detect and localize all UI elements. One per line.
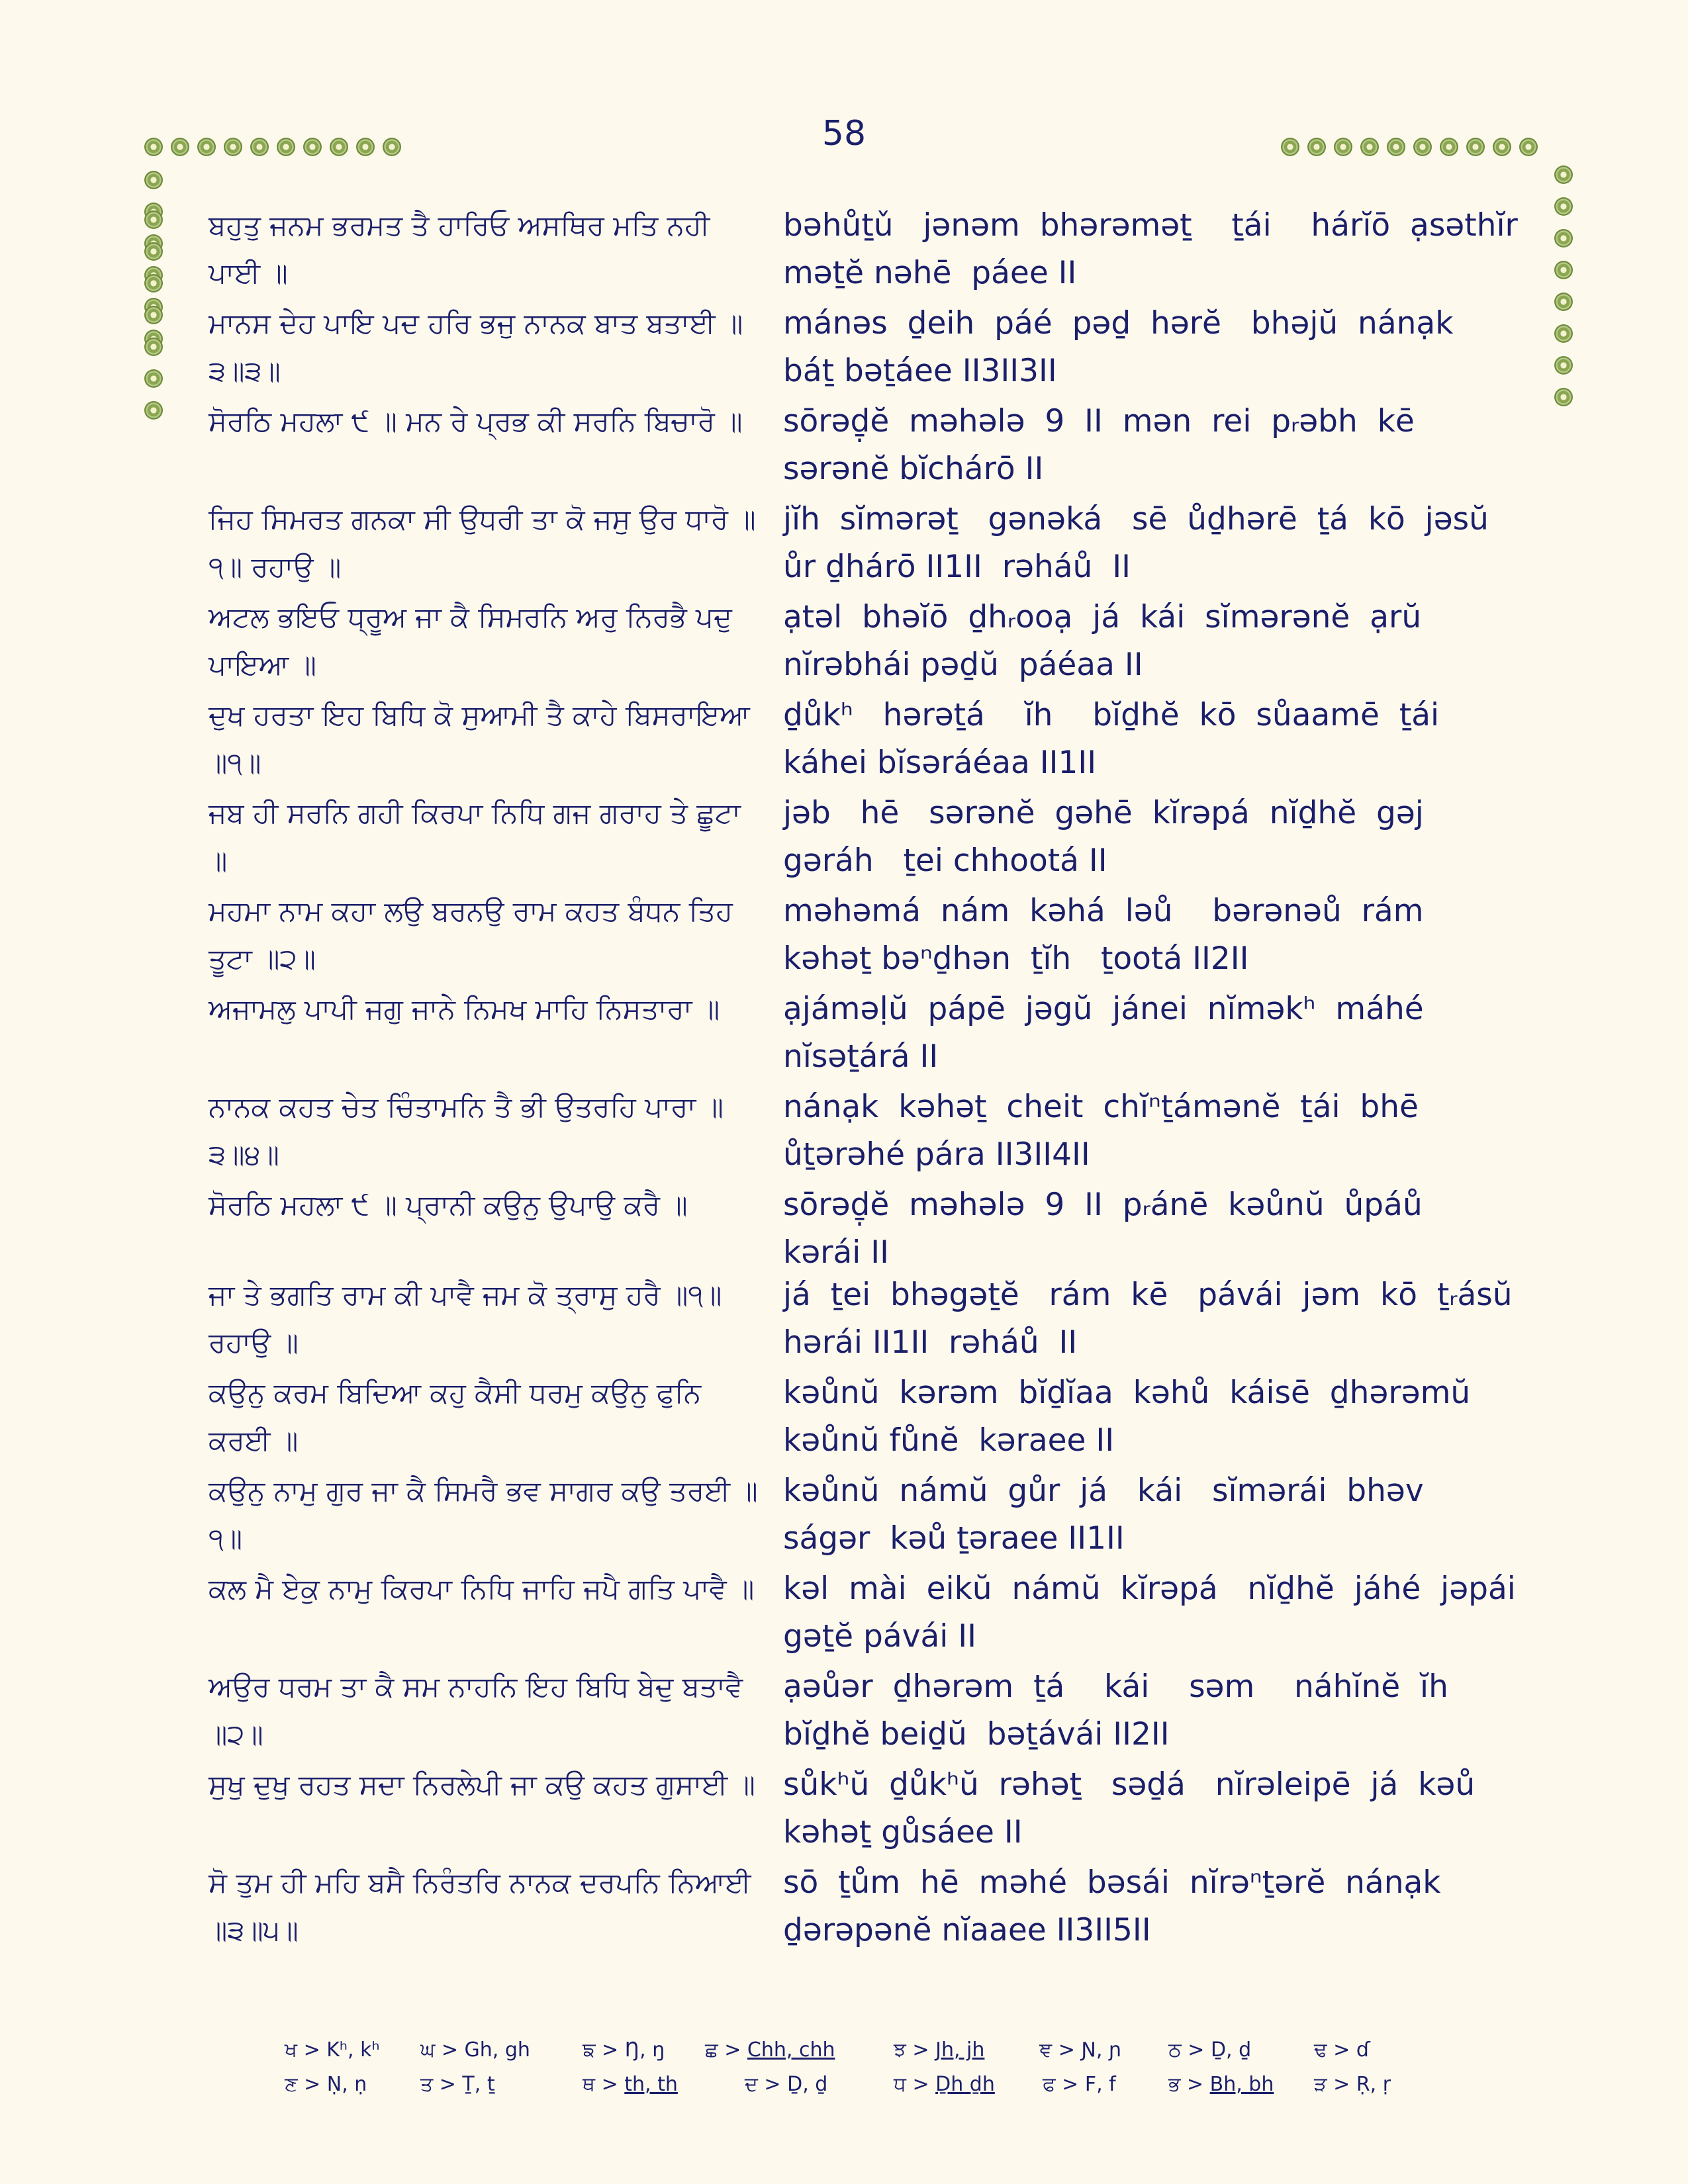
transliteration-text: mánəs ḏeih páé pəḏ hərĕ bhəjŭ nánạk báṯ bəṯáee II3II3II	[783, 305, 1474, 389]
verse-line	[0, 1565, 1688, 1663]
legend-item: ਫ > F, f	[1043, 2073, 1116, 2096]
legend-roman: Ɲ, ɲ	[1081, 2038, 1122, 2062]
verse-line	[0, 985, 1688, 1083]
transliteration-text: ḏůkʰ hərəṯá ĭh bĭḏhĕ kō sůaamē ṯái káhei bĭsəráéaa II1II	[783, 697, 1459, 781]
gurmukhi-text: ਅਉਰ ਧਰਮ ਤਾ ਕੈ ਸਮ ਨਾਹਨਿ ਇਹ ਬਿਧਿ ਬੇਦੁ ਬਤਾਵੈ ॥੨॥	[209, 1670, 752, 1751]
transliteration-text: ạtəl bhəĭō ḏhᵣooạ já kái sĭmərənĕ ạrŭ nĭrəbhái pəḏŭ páéaa II	[783, 599, 1442, 683]
legend-gurmukhi: ਭ	[1168, 2073, 1181, 2096]
verse-line	[0, 1083, 1688, 1181]
transliteration-text: sůkʰŭ ḏůkʰŭ rəhəṯ səḏá nĭrəleipē já kəů kəhəṯ gůsáee II	[783, 1766, 1495, 1850]
transliteration-text: kəl mài eikŭ námŭ kĭrəpá nĭḏhĕ jáhé jəpái gəṯĕ pávái II	[783, 1570, 1536, 1655]
transliteration-legend	[0, 2032, 1688, 2111]
legend-gurmukhi: ੜ	[1314, 2073, 1327, 2096]
legend-item: ਖ > Kʰ, kʰ	[285, 2038, 380, 2062]
legend-item: ਣ > Ṇ, ṇ	[285, 2073, 367, 2096]
gurmukhi-text: ਜਬ ਹੀ ਸਰਨਿ ਗਹੀ ਕਿਰਪਾ ਨਿਧਿ ਗਜ ਗਰਾਹ ਤੇ ਛੂਟਾ ॥	[209, 797, 750, 877]
verse-line	[0, 887, 1688, 985]
legend-gurmukhi: ਢ	[1314, 2038, 1327, 2062]
transliteration-text: jəb hē sərənĕ gəhē kĭrəpá nĭḏhĕ gəj gəráh ṯei chhootá II	[783, 795, 1444, 879]
legend-item: ਢ > ɗ	[1314, 2038, 1370, 2062]
verse-line	[0, 398, 1688, 496]
legend-roman: Gh, gh	[464, 2038, 530, 2062]
legend-roman: Ṛ, ṛ	[1356, 2073, 1391, 2096]
verse-line	[0, 1369, 1688, 1467]
legend-roman: Bh, bh	[1209, 2073, 1274, 2096]
legend-item: ਘ > Gh, gh	[420, 2038, 530, 2062]
gurmukhi-text: ਦੁਖ ਹਰਤਾ ਇਹ ਬਿਧਿ ਕੋ ਸੁਆਮੀ ਤੈ ਕਾਹੇ ਬਿਸਰਾਇਆ ॥੧॥	[209, 699, 759, 779]
legend-item: ਤ > Ṯ, ṯ	[420, 2073, 495, 2096]
legend-item: ਙ > Ŋ, ŋ	[583, 2038, 665, 2062]
legend-roman: ɗ	[1356, 2038, 1370, 2062]
legend-gurmukhi: ਥ	[583, 2073, 596, 2096]
legend-item: ੜ > Ṛ, ṛ	[1314, 2073, 1391, 2096]
verse-line	[0, 790, 1688, 887]
verse-line	[0, 496, 1688, 594]
legend-gurmukhi: ਤ	[420, 2073, 434, 2096]
verse-line	[0, 594, 1688, 692]
gurmukhi-text: ਮਹਮਾ ਨਾਮ ਕਹਾ ਲਉ ਬਰਨਉ ਰਾਮ ਕਹਤ ਬੰਧਨ ਤਿਹ ਤੂਟਾ ॥੨॥	[209, 895, 742, 975]
legend-item: ਝ > Jh, jh	[894, 2038, 985, 2062]
gurmukhi-text: ਸੋਰਠਿ ਮਹਲਾ ੯ ॥ ਪ੍ਰਾਨੀ ਕਉਨੁ ਉਪਾਉ ਕਰੈ ॥	[209, 1189, 688, 1221]
verse-line	[0, 1181, 1688, 1279]
legend-roman: Ṇ, ṇ	[326, 2073, 367, 2096]
verse-line	[0, 1663, 1688, 1761]
gurmukhi-text: ਮਾਨਸ ਦੇਹ ਪਾਇ ਪਦ ਹਰਿ ਭਜੁ ਨਾਨਕ ਬਾਤ ਬਤਾਈ ॥੩॥੩॥	[209, 307, 743, 387]
gurmukhi-text: ਕਲ ਮੈ ਏਕੁ ਨਾਮੁ ਕਿਰਪਾ ਨਿਧਿ ਜਾਹਿ ਜਪੈ ਗਤਿ ਪਾਵੈ ॥	[209, 1572, 755, 1605]
legend-item: ਛ > Chh, chh	[705, 2038, 835, 2062]
legend-roman: Kʰ, kʰ	[326, 2038, 380, 2062]
verse-line	[0, 1761, 1688, 1859]
gurmukhi-text: ਕਉਨੁ ਕਰਮ ਬਿਦਿਆ ਕਹੁ ਕੈਸੀ ਧਰਮੁ ਕਉਨੁ ਫੁਨਿ ਕਰਈ ॥	[209, 1377, 710, 1457]
verse-line	[0, 1271, 1688, 1369]
legend-roman: Ŋ, ŋ	[624, 2038, 665, 2062]
legend-gurmukhi: ਝ	[894, 2038, 906, 2062]
legend-item: ਠ > Ḏ, ḏ	[1168, 2038, 1252, 2062]
transliteration-text: ạəůər ḏhərəm ṯá kái səm náhĭnĕ ĭh bĭḏhĕ beiḏŭ bəṯávái II2II	[783, 1668, 1488, 1752]
legend-gurmukhi: ਘ	[420, 2038, 436, 2062]
legend-roman: th, th	[624, 2073, 678, 2096]
gurmukhi-text: ਜਾ ਤੇ ਭਗਤਿ ਰਾਮ ਕੀ ਪਾਵੈ ਜਮ ਕੋ ਤ੍ਰਾਸੁ ਹਰੈ ॥੧॥ ਰਹਾਉ ॥	[209, 1279, 731, 1359]
legend-item: ਥ > th, th	[583, 2073, 678, 2096]
gurmukhi-text: ਕਉਨੁ ਨਾਮੁ ਗੁਰ ਜਾ ਕੈ ਸਿਮਰੈ ਭਵ ਸਾਗਰ ਕਉ ਤਰਈ ॥੧॥	[209, 1475, 758, 1555]
gurmukhi-text: ਸੋ ਤੁਮ ਹੀ ਮਹਿ ਬਸੈ ਨਿਰੰਤਰਿ ਨਾਨਕ ਦਰਪਨਿ ਨਿਆਈ ॥੩॥੫॥	[209, 1866, 760, 1946]
legend-roman: Jh, jh	[935, 2038, 985, 2062]
legend-gurmukhi: ਧ	[894, 2073, 906, 2096]
transliteration-text: kəůnŭ námŭ gůr já kái sĭmərái bhəv ságər kəů ṯəraee II1II	[783, 1473, 1444, 1557]
legend-roman: Chh, chh	[747, 2038, 835, 2062]
gurmukhi-text: ਸੁਖੁ ਦੁਖੁ ਰਹਤ ਸਦਾ ਨਿਰਲੇਪੀ ਜਾ ਕਉ ਕਹਤ ਗੁਸਾਈ ॥	[209, 1768, 755, 1801]
legend-gurmukhi: ਣ	[285, 2073, 298, 2096]
transliteration-text: sōrəḏ̣ĕ məhələ 9 II pᵣánē kəůnŭ ůpáů kərái II	[783, 1187, 1442, 1271]
transliteration-text: já ṯei bhəgəṯĕ rám kē pávái jəm kō ṯᵣásŭ hərái II1II rəháů II	[783, 1277, 1532, 1361]
legend-gurmukhi: ਛ	[705, 2038, 718, 2062]
legend-roman: Ḏ, ḏ	[1210, 2038, 1252, 2062]
verse-line	[0, 1859, 1688, 1957]
legend-roman: Ṯ, ṯ	[462, 2073, 495, 2096]
legend-item: ਭ > Bh, bh	[1168, 2073, 1274, 2096]
legend-gurmukhi: ਫ	[1043, 2073, 1056, 2096]
gurmukhi-text: ਅਟਲ ਭਇਓ ਧ੍ਰੂਅ ਜਾ ਕੈ ਸਿਮਰਨਿ ਅਰੁ ਨਿਰਭੈ ਪਦੁ ਪਾਇਆ ॥	[209, 601, 741, 681]
legend-gurmukhi: ਖ	[285, 2038, 298, 2062]
legend-item: ਞ > Ɲ, ɲ	[1039, 2038, 1122, 2062]
verse-line	[0, 300, 1688, 398]
page-number: 58	[821, 114, 867, 154]
legend-roman: F, f	[1084, 2073, 1116, 2096]
legend-gurmukhi: ਦ	[745, 2073, 758, 2096]
legend-roman: Ḏ, ḏ	[787, 2073, 828, 2096]
transliteration-text: sōrəḏ̣ĕ məhələ 9 II mən rei pᵣəbh kē sərənĕ bĭchárō II	[783, 403, 1444, 487]
transliteration-text: sō ṯům hē məhé bəsái nĭrəⁿṯərĕ nánạk ḏərəpənĕ nĭaaee II3II5II	[783, 1864, 1461, 1948]
transliteration-text: nánạk kəhəṯ cheit chĭⁿṯámənĕ ṯái bhē ůṯərəhé pára II3II4II	[783, 1089, 1438, 1173]
verse-line	[0, 202, 1688, 300]
legend-gurmukhi: ਠ	[1168, 2038, 1182, 2062]
gurmukhi-text: ਨਾਨਕ ਕਹਤ ਚੇਤ ਚਿੰਤਾਮਨਿ ਤੈ ਭੀ ਉਤਰਹਿ ਪਾਰਾ ॥੩॥੪॥	[209, 1091, 724, 1171]
gurmukhi-text: ਜਿਹ ਸਿਮਰਤ ਗਨਕਾ ਸੀ ਉਧਰੀ ਤਾ ਕੋ ਜਸੁ ਉਰ ਧਾਰੋ ॥੧॥ ਰਹਾਉ ॥	[209, 503, 756, 583]
transliteration-text: məhəmá nám kəhá ləů bərənəů rám kəhəṯ bəⁿḏhən ṯĭh ṯootá II2II	[783, 893, 1444, 977]
legend-roman: Ḏh ḏh	[935, 2073, 995, 2096]
legend-gurmukhi: ਞ	[1039, 2038, 1053, 2062]
transliteration-text: jĭh sĭmərəṯ gənəká sē ůḏhərē ṯá kō jəsŭ ůr ḏhárō II1II rəháů II	[783, 501, 1509, 585]
legend-item: ਦ > Ḏ, ḏ	[745, 2073, 828, 2096]
transliteration-text: bəhůṯǔ jənəm bhərəməṯ ṯái hárĭō ạsəthĭr məṯĕ nəhē páee II	[783, 207, 1528, 291]
gurmukhi-text: ਬਹੁਤੁ ਜਨਮ ਭਰਮਤ ਤੈ ਹਾਰਿਓ ਅਸਥਿਰ ਮਤਿ ਨਹੀ ਪਾਈ ॥	[209, 209, 719, 289]
transliteration-text: kəůnŭ kərəm bĭḏĭaa kəhů káisē ḏhərəmŭ kəůnŭ fůnĕ kəraee II	[783, 1375, 1491, 1459]
transliteration-text: ạjáməḷŭ pápē jəgŭ jánei nĭməkʰ máhé nĭsəṯárá II	[783, 991, 1444, 1075]
gurmukhi-text: ਅਜਾਮਲੁ ਪਾਪੀ ਜਗੁ ਜਾਨੇ ਨਿਮਖ ਮਾਹਿ ਨਿਸਤਾਰਾ ॥	[209, 993, 720, 1025]
verse-line	[0, 1467, 1688, 1565]
gurmukhi-text: ਸੋਰਠਿ ਮਹਲਾ ੯ ॥ ਮਨ ਰੇ ਪ੍ਰਭ ਕੀ ਸਰਨਿ ਬਿਚਾਰੋ ॥	[209, 405, 743, 437]
legend-item: ਧ > Ḏh ḏh	[894, 2073, 995, 2096]
legend-gurmukhi: ਙ	[583, 2038, 596, 2062]
verse-line	[0, 692, 1688, 790]
